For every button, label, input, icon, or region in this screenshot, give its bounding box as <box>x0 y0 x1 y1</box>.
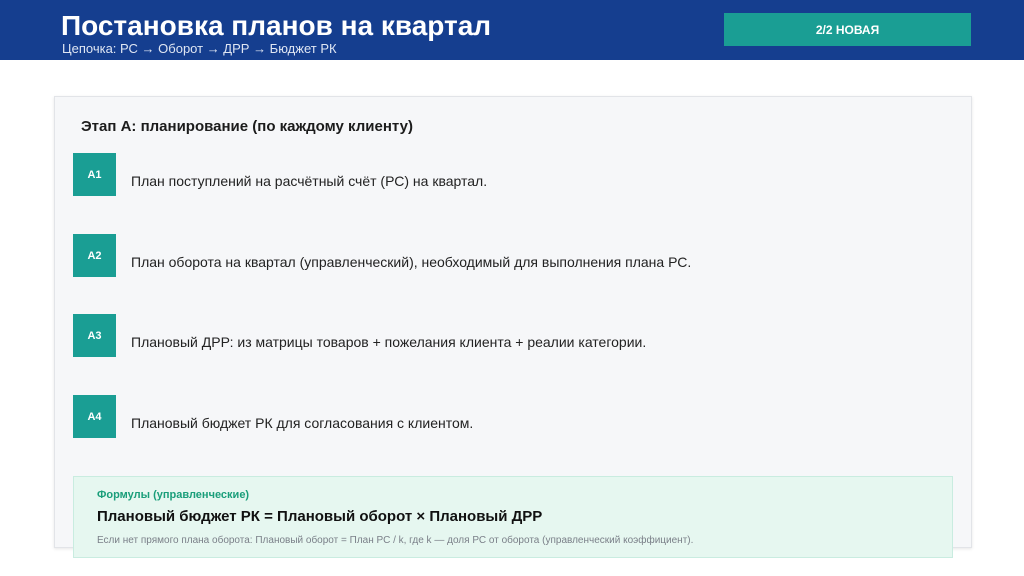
page-title: Постановка планов на квартал <box>61 10 492 41</box>
step-a4 <box>73 395 953 439</box>
step-a1 <box>73 153 953 197</box>
step-text: Плановый бюджет РК для согласования с клиентом. <box>131 415 474 431</box>
slide-badge: 2/2 НОВАЯ <box>724 13 971 46</box>
formula-main: Плановый бюджет РК = Плановый оборот × Плановый ДРР <box>97 508 543 525</box>
step-text: План поступлений на расчётный счёт (РС) на квартал. <box>131 173 488 189</box>
step-tag: A1 <box>73 153 116 196</box>
step-a2 <box>73 234 953 278</box>
card-title: Этап А: планирование (по каждому клиенту) <box>81 118 413 135</box>
step-tag: A3 <box>73 314 116 357</box>
step-tag: A4 <box>73 395 116 438</box>
step-text: План оборота на квартал (управленческий), необходимый для выполнения плана РС. <box>131 254 692 270</box>
header-bar <box>0 0 1024 60</box>
content-card <box>54 96 972 548</box>
formula-box <box>73 476 953 558</box>
page-subtitle: Цепочка: РС → Оборот → ДРР → Бюджет РК <box>62 41 337 56</box>
formula-note: Если нет прямого плана оборота: Плановый оборот = План РС / k, где k — доля РС от оборота (управленческий коэффициент). <box>97 535 694 546</box>
step-text: Плановый ДРР: из матрицы товаров + пожелания клиента + реалии категории. <box>131 334 647 350</box>
step-tag: A2 <box>73 234 116 277</box>
formula-label: Формулы (управленческие) <box>97 489 250 501</box>
step-a3 <box>73 314 953 358</box>
